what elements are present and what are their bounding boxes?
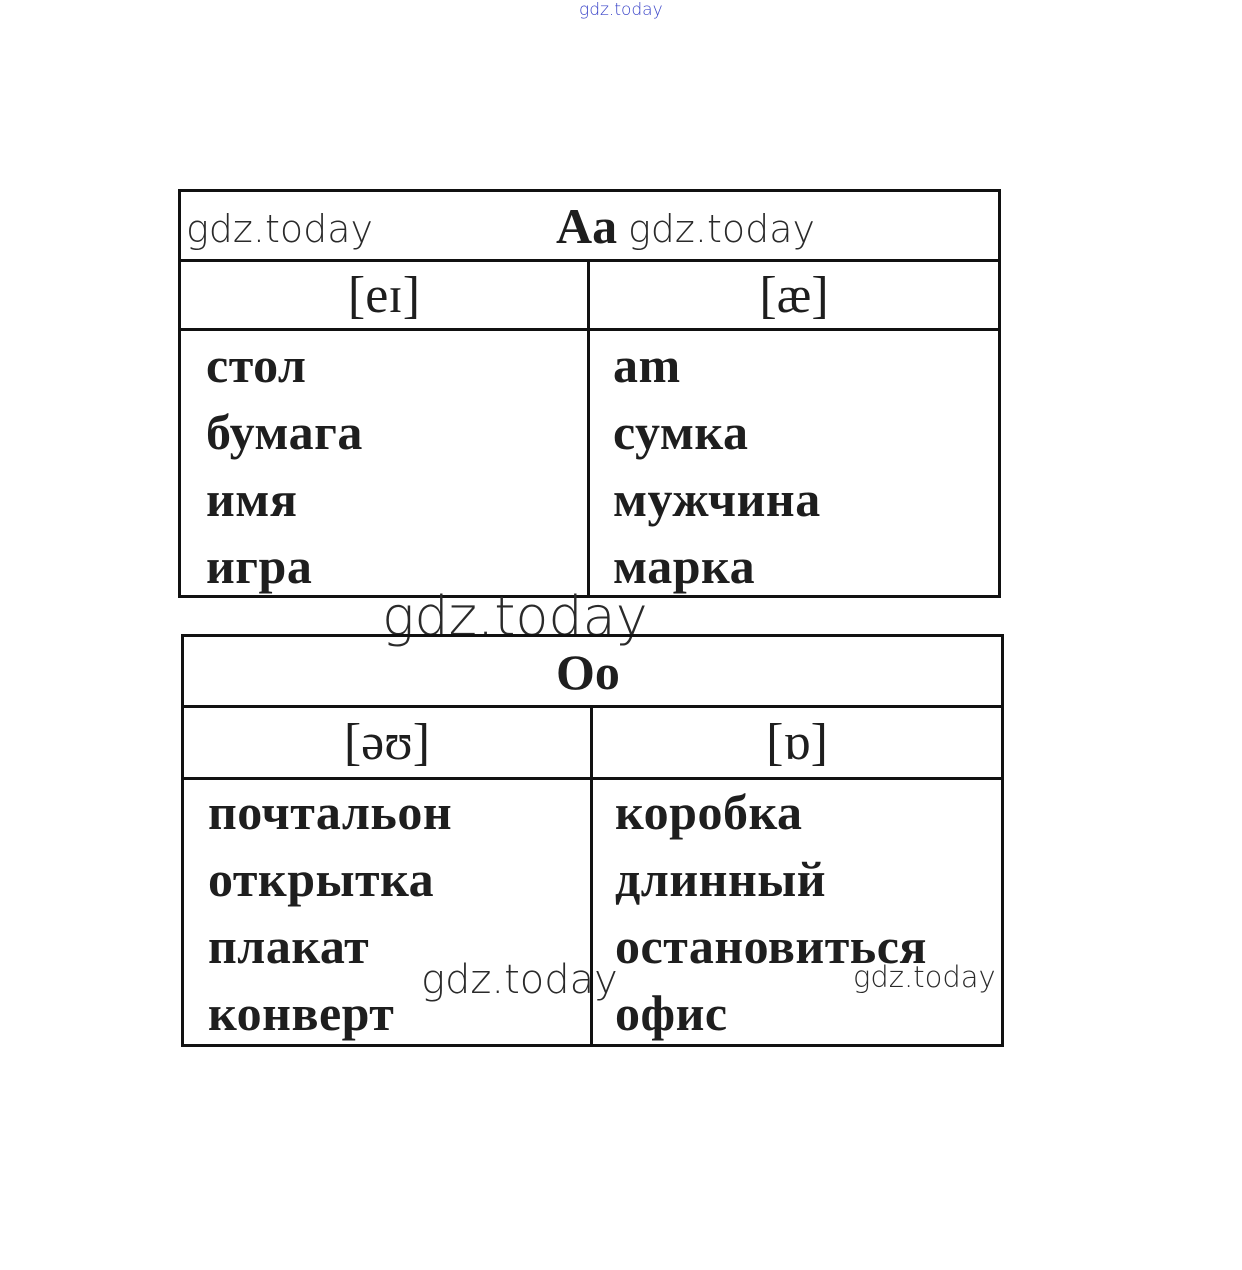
watermark-between: gdz.today — [382, 585, 648, 648]
list-item: стол — [206, 337, 307, 393]
table-a-words-left — [206, 332, 363, 600]
list-item: мужчина — [613, 471, 821, 527]
table-o-sound-right: [ɒ] — [766, 714, 828, 771]
list-item: офис — [615, 985, 728, 1041]
watermark-top: gdz.today — [579, 0, 663, 20]
table-a-sound-right: [æ] — [759, 267, 829, 324]
list-item: длинный — [615, 851, 827, 907]
table-o-letter: Oo — [556, 644, 620, 700]
list-item: остановиться — [615, 918, 927, 974]
table-a-column-divider — [587, 262, 590, 595]
list-item: марка — [613, 538, 756, 594]
list-item: игра — [206, 538, 313, 594]
list-item: am — [613, 337, 681, 393]
table-a-words-right — [613, 332, 821, 600]
watermark-table-a-left: gdz.today — [186, 207, 373, 251]
list-item: имя — [206, 471, 298, 527]
table-o-words-left — [208, 779, 452, 1047]
list-item: почтальон — [208, 784, 453, 840]
list-item: плакат — [208, 918, 370, 974]
table-o-words-right — [615, 779, 927, 1047]
list-item: коробка — [615, 784, 803, 840]
watermark-table-a-right: gdz.today — [628, 207, 815, 251]
watermark-table-o-center: gdz.today — [421, 957, 618, 1003]
list-item: бумага — [206, 404, 363, 460]
watermark-table-o-right: gdz.today — [853, 960, 996, 994]
list-item: открытка — [208, 851, 435, 907]
table-a-sound-left: [eɪ] — [347, 267, 421, 324]
list-item: сумка — [613, 404, 749, 460]
table-a-letter: Aa — [556, 198, 618, 254]
list-item: конверт — [208, 985, 395, 1041]
table-o-sound-left: [əʊ] — [343, 714, 431, 771]
table-o-letter-row — [184, 637, 1001, 708]
